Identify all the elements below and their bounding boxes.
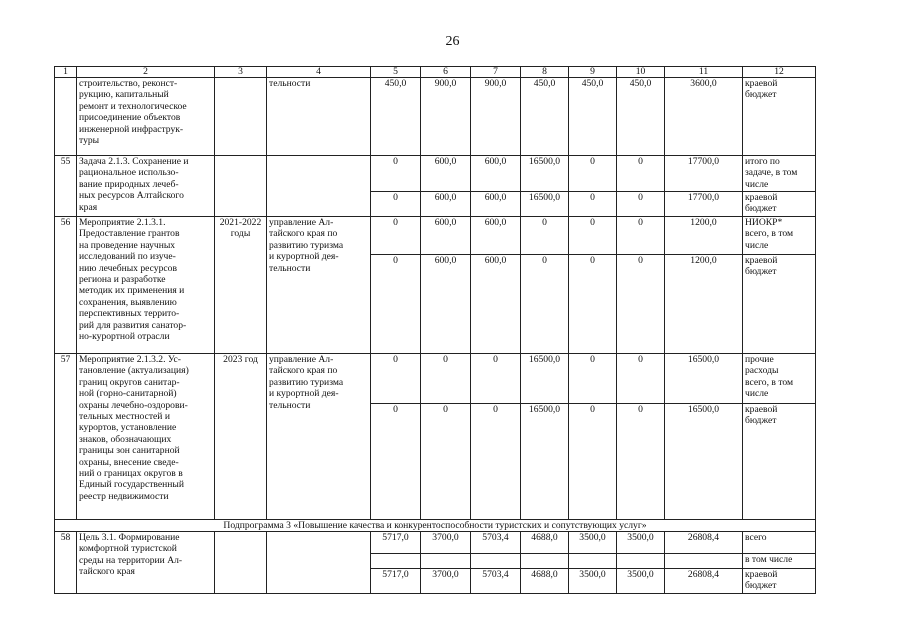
table-row xyxy=(55,156,816,192)
table-row xyxy=(55,532,816,554)
value-cell xyxy=(617,554,665,569)
value-cell: 600,0 xyxy=(471,217,521,255)
value-cell: 600,0 xyxy=(471,156,521,192)
column-number: 5 xyxy=(371,67,421,78)
executor-cell: тельности xyxy=(267,78,371,156)
period-cell: 2023 год xyxy=(215,354,267,520)
value-cell xyxy=(665,554,743,569)
value-cell: 900,0 xyxy=(471,78,521,156)
table-row xyxy=(55,354,816,404)
value-cell: 600,0 xyxy=(421,156,471,192)
value-cell: 3500,0 xyxy=(569,532,617,554)
value-cell: 0 xyxy=(421,354,471,404)
funding-source: краевой бюджет xyxy=(743,404,816,520)
funding-source: краевой бюджет xyxy=(743,192,816,217)
value-cell: 0 xyxy=(617,255,665,354)
value-cell: 4688,0 xyxy=(521,569,569,594)
value-cell: 5703,4 xyxy=(471,569,521,594)
period-cell: 2021-2022 годы xyxy=(215,217,267,354)
value-cell: 4688,0 xyxy=(521,532,569,554)
value-cell: 900,0 xyxy=(421,78,471,156)
value-cell: 0 xyxy=(569,255,617,354)
column-number: 9 xyxy=(569,67,617,78)
value-cell: 0 xyxy=(569,354,617,404)
value-cell: 0 xyxy=(521,217,569,255)
value-cell: 0 xyxy=(569,217,617,255)
value-cell: 5717,0 xyxy=(371,532,421,554)
funding-source: краевой бюджет xyxy=(743,255,816,354)
column-numbers-row xyxy=(55,67,816,78)
value-cell: 450,0 xyxy=(521,78,569,156)
table-row xyxy=(55,217,816,255)
column-number: 7 xyxy=(471,67,521,78)
row-number: 55 xyxy=(55,156,77,217)
value-cell: 17700,0 xyxy=(665,192,743,217)
value-cell: 0 xyxy=(371,255,421,354)
value-cell: 3500,0 xyxy=(569,569,617,594)
value-cell: 0 xyxy=(617,156,665,192)
value-cell: 600,0 xyxy=(421,192,471,217)
value-cell: 0 xyxy=(371,404,421,520)
value-cell: 0 xyxy=(371,156,421,192)
funding-source: итого по задаче, в том числе xyxy=(743,156,816,192)
subprogram-title: Подпрограмма 3 «Повышение качества и конкурентоспособности туристских и сопутствующих услуг» xyxy=(55,520,816,532)
value-cell: 5717,0 xyxy=(371,569,421,594)
activity-name: строительство, реконст- рукцию, капитальный ремонт и технологическое присоединение объектов инженерной инфраструк- туры xyxy=(77,78,215,156)
value-cell: 26808,4 xyxy=(665,532,743,554)
row-number: 58 xyxy=(55,532,77,594)
value-cell: 0 xyxy=(521,255,569,354)
value-cell xyxy=(521,554,569,569)
column-number: 4 xyxy=(267,67,371,78)
value-cell: 0 xyxy=(569,404,617,520)
value-cell: 3500,0 xyxy=(617,569,665,594)
value-cell xyxy=(569,554,617,569)
value-cell xyxy=(421,554,471,569)
row-number: 57 xyxy=(55,354,77,520)
value-cell: 16500,0 xyxy=(521,404,569,520)
column-number: 12 xyxy=(743,67,816,78)
activity-name: Мероприятие 2.1.3.2. Ус- тановление (актуализация) границ округов санитар- ной (горно-санитарной) охраны лечебно-оздорови- тельных местностей и курортов, установление знаков, обозначающих границы зон санитарной охраны, внесение сведе- ний о границах округов в Единый государственный реестр недвижимости xyxy=(77,354,215,520)
column-number: 3 xyxy=(215,67,267,78)
value-cell: 17700,0 xyxy=(665,156,743,192)
value-cell: 3700,0 xyxy=(421,569,471,594)
column-number: 8 xyxy=(521,67,569,78)
value-cell: 0 xyxy=(471,404,521,520)
page-number: 26 xyxy=(445,34,460,49)
value-cell: 0 xyxy=(617,217,665,255)
column-number: 1 xyxy=(55,67,77,78)
value-cell xyxy=(371,554,421,569)
value-cell: 0 xyxy=(569,192,617,217)
value-cell: 0 xyxy=(371,217,421,255)
value-cell: 1200,0 xyxy=(665,255,743,354)
value-cell: 3500,0 xyxy=(617,532,665,554)
value-cell: 450,0 xyxy=(371,78,421,156)
value-cell: 600,0 xyxy=(471,255,521,354)
value-cell: 0 xyxy=(617,192,665,217)
funding-source: в том числе xyxy=(743,554,816,569)
funding-source: краевой бюджет xyxy=(743,569,816,594)
activity-name: Цель 3.1. Формирование комфортной туристской среды на территории Ал- тайского края xyxy=(77,532,215,594)
column-number: 10 xyxy=(617,67,665,78)
executor-cell: управление Ал- тайского края по развитию туризма и курортной дея- тельности xyxy=(267,217,371,354)
value-cell: 0 xyxy=(371,354,421,404)
value-cell: 16500,0 xyxy=(665,354,743,404)
value-cell: 16500,0 xyxy=(521,156,569,192)
value-cell: 16500,0 xyxy=(521,354,569,404)
column-number: 11 xyxy=(665,67,743,78)
value-cell: 16500,0 xyxy=(521,192,569,217)
executor-cell: управление Ал- тайского края по развитию туризма и курортной дея- тельности xyxy=(267,354,371,520)
value-cell: 1200,0 xyxy=(665,217,743,255)
value-cell: 0 xyxy=(371,192,421,217)
value-cell: 26808,4 xyxy=(665,569,743,594)
funding-source: всего xyxy=(743,532,816,554)
value-cell: 600,0 xyxy=(421,217,471,255)
funding-source: НИОКР* всего, в том числе xyxy=(743,217,816,255)
value-cell: 600,0 xyxy=(471,192,521,217)
value-cell: 450,0 xyxy=(569,78,617,156)
column-number: 6 xyxy=(421,67,471,78)
value-cell: 3600,0 xyxy=(665,78,743,156)
value-cell: 16500,0 xyxy=(665,404,743,520)
value-cell: 0 xyxy=(421,404,471,520)
value-cell: 3700,0 xyxy=(421,532,471,554)
column-number: 2 xyxy=(77,67,215,78)
funding-source: прочие расходы всего, в том числе xyxy=(743,354,816,404)
activity-name: Задача 2.1.3. Сохранение и рациональное использо- вание природных лечеб- ных ресурсов Алтайского края xyxy=(77,156,215,217)
value-cell: 0 xyxy=(569,156,617,192)
activity-name: Мероприятие 2.1.3.1. Предоставление грантов на проведение научных исследований по изуче- нию лечебных ресурсов региона и разработке методик их применения и сохранения, выявлению перспективных террито- рий для развития санатор- но-курортной отрасли xyxy=(77,217,215,354)
value-cell: 0 xyxy=(617,404,665,520)
value-cell: 450,0 xyxy=(617,78,665,156)
value-cell: 0 xyxy=(617,354,665,404)
program-activities-table xyxy=(54,66,816,594)
value-cell: 5703,4 xyxy=(471,532,521,554)
subprogram-row xyxy=(55,520,816,532)
table-row xyxy=(55,78,816,156)
funding-source: краевой бюджет xyxy=(743,78,816,156)
value-cell: 600,0 xyxy=(421,255,471,354)
value-cell xyxy=(471,554,521,569)
row-number: 56 xyxy=(55,217,77,354)
value-cell: 0 xyxy=(471,354,521,404)
